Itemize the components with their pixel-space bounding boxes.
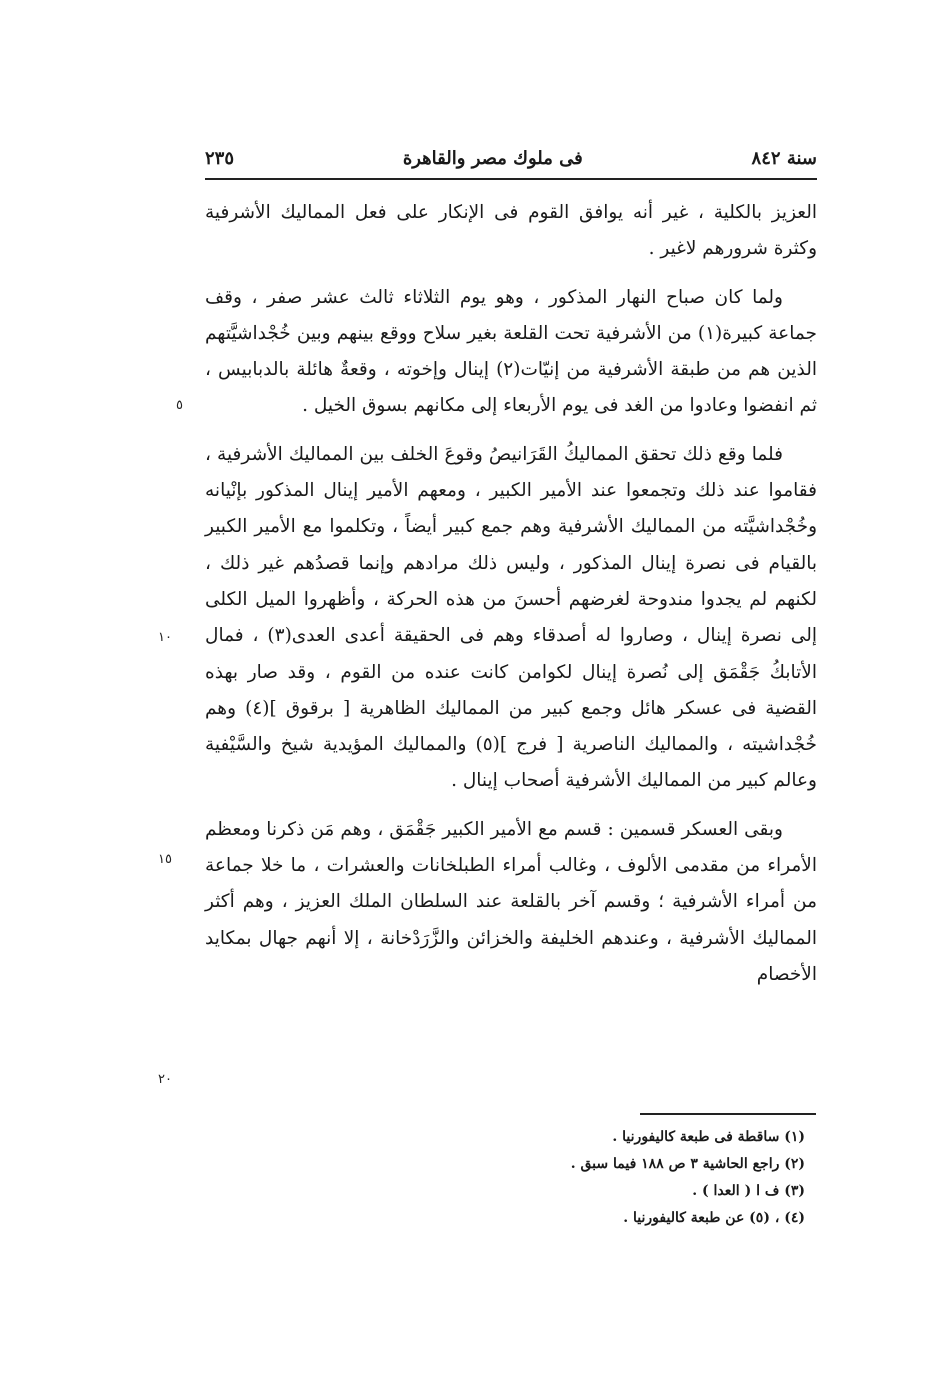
line-number-5: ٥ [176, 398, 183, 413]
paragraph-1: العزيز بالكلية ، غير أنه يوافق القوم فى الإنكار على فعل المماليك الأشرفية وكثرة شرورهم لاغير . [205, 202, 817, 260]
paragraph-4: وبقى العسكر قسمين : قسم مع الأمير الكبير جَقْمَق ، وهم مَن ذكرنا ومعظم الأمراء من مقدمى الألوف ، وغالب أمراء الطبلخانات والعشرات ، ما خلا جماعة من أمراء الأشرفية ؛ وقسم آخر بالقلعة عند السلطان الملك العزيز ، وهم أكثر المماليك الأشرفية ، وعندهم الخليفة والخزائن والزَّرَدْخانة ، إلا أنهم جهال بمكايد الأخصام [205, 818, 817, 985]
running-header [205, 140, 817, 176]
footnote-2: (٢) راجع الحاشية ٣ ص ١٨٨ فيما سبق . [570, 1156, 805, 1172]
header-title: فى ملوك مصر والقاهرة [402, 147, 583, 169]
footnote-1: (١) ساقطة فى طبعة كاليفورنيا . [612, 1129, 805, 1145]
header-year: سنة ٨٤٢ [751, 147, 817, 169]
page-number: ٢٣٥ [205, 147, 235, 169]
paragraph-2: ولما كان صباح النهار المذكور ، وهو يوم الثلاثاء ثالث عشر صفر ، وقف جماعة كبيرة(١) من الأشرفية تحت القلعة بغير سلاح ووقع بينهم وبين خُجْداشيَّتهم الذين هم من طبقة الأشرفية من إنيّات(٢) إينال وإخوته ، وقعةٌ هائلة بالدبابيس ، ثم انفضوا وعادوا من الغد فى يوم الأربعاء إلى مكانهم بسوق الخيل . [205, 286, 817, 417]
footnote-rule [640, 1113, 816, 1115]
line-number-20: ٢٠ [158, 1072, 172, 1087]
paragraph-3: فلما وقع ذلك تحقق المماليكُ القَرَانيصُ وقوعَ الخلف بين المماليك الأشرفية ، فقاموا عند ذلك وتجمعوا عند الأمير الكبير ، ومعهم الأمير إينال المذكور بإنْيانه وخُجْداشيَّته من المماليك الأشرفية وهم جمع كبير أيضاً ، وتكلموا مع الأمير الكبير بالقيام فى نصرة إينال المذكور ، وليس ذلك مرادهم وإنما قصدُهم غير ذلك ، لكنهم لم يجدوا مندوحة لغرضهم أحسنَ من هذه الحركة ، وأظهروا الميل الكلى إلى نصرة إينال ، وصاروا له أصدقاء وهم فى الحقيقة أعدى العدى(٣) ، فمال الأتابكُ جَقْمَق إلى نُصرة إينال لكوامن كانت عنده من القوم ، وقد صار بهذه القضية فى عسكر هائل وجمع كبير من المماليك الظاهرية [ برقوق ](٤) وهم خُجْداشيته ، والمماليك الناصرية [ فرج ](٥) والمماليك المؤيدية شيخ والسَّيْفية وعالم كبير من المماليك الأشرفية أصحاب إينال . [205, 443, 817, 792]
footnote-3: (٣) ف ا ( العدا ) . [692, 1183, 805, 1199]
line-number-10: ١٠ [158, 630, 172, 645]
header-rule [205, 178, 817, 180]
footnote-4: (٤) ، (٥) عن طبعة كاليفورنيا . [623, 1210, 805, 1226]
footnotes [205, 1124, 805, 1232]
main-text [205, 195, 817, 993]
line-number-15: ١٥ [158, 852, 172, 867]
